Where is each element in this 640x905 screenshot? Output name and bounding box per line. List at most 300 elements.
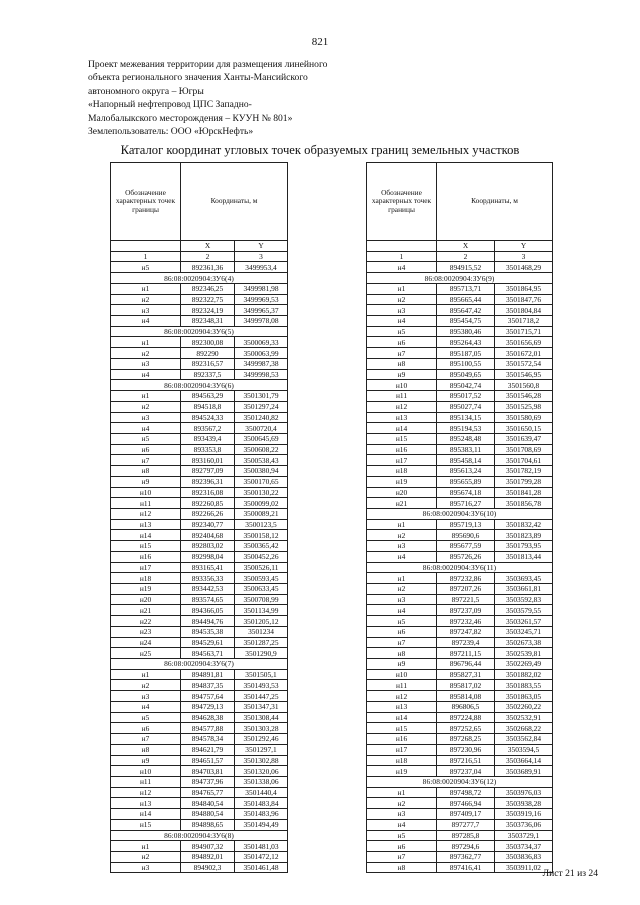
point-id: н16 (367, 734, 437, 745)
project-line: автономного округа – Югры (88, 85, 204, 97)
parcel-group-row (111, 273, 288, 284)
header-x: X (181, 241, 235, 252)
point-id: н3 (367, 541, 437, 552)
y-coordinate: 3501715,71 (495, 326, 553, 337)
table-row (367, 326, 553, 337)
header-col-2: 2 (437, 251, 495, 262)
point-id: н14 (111, 809, 181, 820)
point-id: н14 (367, 423, 437, 434)
y-coordinate: 3501832,42 (495, 519, 553, 530)
y-coordinate: 3501472,12 (235, 851, 288, 862)
table-row (367, 626, 553, 637)
y-coordinate: 3501301,79 (235, 391, 288, 402)
parcel-group-row (367, 273, 553, 284)
y-coordinate: 3501863,05 (495, 691, 553, 702)
land-user-line: Землепользователь: ООО «ЮрскНефть» (88, 126, 254, 138)
table-row (367, 519, 553, 530)
point-id: н5 (367, 616, 437, 627)
table-row (111, 841, 288, 852)
y-coordinate: 3503911,02 (495, 862, 553, 873)
table-row (111, 283, 288, 294)
point-id: н12 (111, 787, 181, 798)
x-coordinate: 892316,57 (181, 358, 235, 369)
x-coordinate: 893353,8 (181, 444, 235, 455)
parcel-group-row (111, 326, 288, 337)
parcel-cadastral-number: 86:08:0020904:ЗУ6(6) (111, 380, 288, 391)
table-row (111, 423, 288, 434)
point-id: н20 (367, 487, 437, 498)
point-id: н9 (367, 659, 437, 670)
table-row (111, 766, 288, 777)
y-coordinate: 3503919,16 (495, 809, 553, 820)
point-id: н5 (367, 830, 437, 841)
y-coordinate: 3503594,5 (495, 744, 553, 755)
y-coordinate: 3501804,84 (495, 305, 553, 316)
parcel-group-row (367, 508, 553, 519)
project-description (88, 58, 388, 138)
table-row (367, 530, 553, 541)
point-id: н21 (367, 498, 437, 509)
table-row (367, 455, 553, 466)
y-coordinate: 3501572,54 (495, 358, 553, 369)
table-row (367, 294, 553, 305)
table-row (367, 476, 553, 487)
x-coordinate: 893567,2 (181, 423, 235, 434)
point-id: н13 (111, 798, 181, 809)
table-row (111, 541, 288, 552)
table-row (367, 691, 553, 702)
x-coordinate: 894757,64 (181, 691, 235, 702)
y-coordinate: 3501799,28 (495, 476, 553, 487)
point-id: н4 (367, 819, 437, 830)
x-coordinate: 895817,02 (437, 680, 495, 691)
y-coordinate: 3501639,47 (495, 433, 553, 444)
x-coordinate: 894563,71 (181, 648, 235, 659)
point-id: н12 (111, 508, 181, 519)
table-row (367, 305, 553, 316)
table-row (111, 466, 288, 477)
table-row (111, 262, 288, 273)
point-id: н15 (367, 433, 437, 444)
table-row (367, 744, 553, 755)
point-id: н4 (111, 701, 181, 712)
y-coordinate: 3501823,89 (495, 530, 553, 541)
y-coordinate: 3501505,1 (235, 669, 288, 680)
point-id: н1 (367, 283, 437, 294)
point-id: н11 (367, 391, 437, 402)
y-coordinate: 3500645,69 (235, 433, 288, 444)
x-coordinate: 892266,26 (181, 508, 235, 519)
point-id: н4 (367, 316, 437, 327)
table-row (367, 380, 553, 391)
y-coordinate: 3501650,15 (495, 423, 553, 434)
point-id: н17 (367, 744, 437, 755)
x-coordinate: 895248,48 (437, 433, 495, 444)
table-row (367, 551, 553, 562)
table-row (367, 369, 553, 380)
x-coordinate: 895380,46 (437, 326, 495, 337)
x-coordinate: 896796,44 (437, 659, 495, 670)
point-id: н3 (111, 358, 181, 369)
x-coordinate: 897211,15 (437, 648, 495, 659)
table-row (111, 626, 288, 637)
table-row (367, 348, 553, 359)
table-row (367, 573, 553, 584)
y-coordinate: 3501297,1 (235, 744, 288, 755)
table-row (111, 401, 288, 412)
x-coordinate: 895187,05 (437, 348, 495, 359)
y-coordinate: 3501468,29 (495, 262, 553, 273)
y-coordinate: 3503261,57 (495, 616, 553, 627)
x-coordinate: 893356,33 (181, 573, 235, 584)
y-coordinate: 3502532,91 (495, 712, 553, 723)
header-col-1: 1 (367, 251, 437, 262)
x-coordinate: 894494,76 (181, 616, 235, 627)
table-row (111, 637, 288, 648)
y-coordinate: 3500130,22 (235, 487, 288, 498)
y-coordinate: 3501882,02 (495, 669, 553, 680)
x-coordinate: 895674,18 (437, 487, 495, 498)
table-row (367, 819, 553, 830)
parcel-cadastral-number: 86:08:0020904:ЗУ6(9) (367, 273, 553, 284)
y-coordinate: 3499981,98 (235, 283, 288, 294)
header-x: X (437, 241, 495, 252)
table-row (367, 841, 553, 852)
y-coordinate: 3501302,88 (235, 755, 288, 766)
x-coordinate: 892348,31 (181, 316, 235, 327)
parcel-cadastral-number: 86:08:0020904:ЗУ6(8) (111, 830, 288, 841)
point-id: н5 (111, 433, 181, 444)
sheet-counter: Лист 21 из 24 (542, 868, 598, 879)
y-coordinate: 3500063,99 (235, 348, 288, 359)
table-row (367, 594, 553, 605)
x-coordinate: 895100,55 (437, 358, 495, 369)
table-row (367, 659, 553, 670)
x-coordinate: 897416,41 (437, 862, 495, 873)
x-coordinate: 895613,24 (437, 466, 495, 477)
table-row (367, 809, 553, 820)
point-id: н3 (367, 594, 437, 605)
y-coordinate: 3500526,11 (235, 562, 288, 573)
point-id: н10 (111, 487, 181, 498)
x-coordinate: 897277,7 (437, 819, 495, 830)
point-id: н17 (367, 455, 437, 466)
table-row (367, 487, 553, 498)
point-id: н6 (367, 626, 437, 637)
x-coordinate: 894518,8 (181, 401, 235, 412)
table-row (367, 401, 553, 412)
x-coordinate: 895027,74 (437, 401, 495, 412)
x-coordinate: 894535,38 (181, 626, 235, 637)
point-id: н7 (367, 637, 437, 648)
x-coordinate: 895690,6 (437, 530, 495, 541)
table-row (111, 562, 288, 573)
y-coordinate: 3501494,49 (235, 819, 288, 830)
point-id: н6 (367, 841, 437, 852)
x-coordinate: 897207,26 (437, 584, 495, 595)
point-id: н1 (111, 283, 181, 294)
point-id: н10 (367, 669, 437, 680)
header-coordinates: Координаты, м (181, 163, 288, 241)
table-row (111, 648, 288, 659)
y-coordinate: 3501461,48 (235, 862, 288, 873)
y-coordinate: 3503689,91 (495, 766, 553, 777)
point-id: н4 (111, 423, 181, 434)
y-coordinate: 3503579,55 (495, 605, 553, 616)
x-coordinate: 897409,17 (437, 809, 495, 820)
point-id: н2 (367, 798, 437, 809)
table-row (367, 262, 553, 273)
table-row (111, 723, 288, 734)
x-coordinate: 897285,8 (437, 830, 495, 841)
table-row (367, 316, 553, 327)
x-coordinate: 894880,54 (181, 809, 235, 820)
point-id: н17 (111, 562, 181, 573)
x-coordinate: 897224,88 (437, 712, 495, 723)
y-coordinate: 3503736,06 (495, 819, 553, 830)
y-coordinate: 3501440,4 (235, 787, 288, 798)
y-coordinate: 3501546,28 (495, 391, 553, 402)
table-row (111, 605, 288, 616)
x-coordinate: 894915,52 (437, 262, 495, 273)
point-id: н12 (367, 401, 437, 412)
y-coordinate: 3501338,06 (235, 776, 288, 787)
point-id: н18 (367, 755, 437, 766)
y-coordinate: 3501847,76 (495, 294, 553, 305)
point-id: н16 (111, 551, 181, 562)
x-coordinate: 892998,04 (181, 551, 235, 562)
table-row (367, 616, 553, 627)
x-coordinate: 894737,96 (181, 776, 235, 787)
x-coordinate: 893165,41 (181, 562, 235, 573)
y-coordinate: 3501718,2 (495, 316, 553, 327)
y-coordinate: 3500720,4 (235, 423, 288, 434)
table-row (367, 466, 553, 477)
x-coordinate: 895677,59 (437, 541, 495, 552)
parcel-group-row (111, 830, 288, 841)
x-coordinate: 897247,82 (437, 626, 495, 637)
x-coordinate: 892797,09 (181, 466, 235, 477)
parcel-group-row (367, 562, 553, 573)
point-id: н24 (111, 637, 181, 648)
table-row (111, 669, 288, 680)
y-coordinate: 3500158,12 (235, 530, 288, 541)
point-id: н1 (367, 519, 437, 530)
x-coordinate: 896806,5 (437, 701, 495, 712)
x-coordinate: 893574,65 (181, 594, 235, 605)
table-row (111, 519, 288, 530)
point-id: н21 (111, 605, 181, 616)
table-row (111, 337, 288, 348)
table-row (367, 798, 553, 809)
x-coordinate: 895655,89 (437, 476, 495, 487)
y-coordinate: 3502673,38 (495, 637, 553, 648)
point-id: н6 (367, 337, 437, 348)
catalog-title: Каталог координат угловых точек образуемых границ земельных участков (120, 143, 520, 157)
y-coordinate: 3501782,19 (495, 466, 553, 477)
x-coordinate: 894703,81 (181, 766, 235, 777)
table-row (111, 819, 288, 830)
point-id: н13 (367, 412, 437, 423)
y-coordinate: 3501483,84 (235, 798, 288, 809)
x-coordinate: 894902,3 (181, 862, 235, 873)
table-body (367, 262, 553, 873)
project-line: Малобалыкского месторождения – КУУН № 801» (88, 112, 293, 124)
x-coordinate: 895827,31 (437, 669, 495, 680)
table-row (111, 584, 288, 595)
point-id: н12 (367, 691, 437, 702)
x-coordinate: 897230,96 (437, 744, 495, 755)
table-row (111, 358, 288, 369)
y-coordinate: 3500380,94 (235, 466, 288, 477)
y-coordinate: 3501234 (235, 626, 288, 637)
table-row (367, 712, 553, 723)
point-id: н1 (367, 573, 437, 584)
table-row (111, 787, 288, 798)
x-coordinate: 894907,32 (181, 841, 235, 852)
y-coordinate: 3500593,45 (235, 573, 288, 584)
y-coordinate: 3499965,37 (235, 305, 288, 316)
y-coordinate: 3501813,44 (495, 551, 553, 562)
point-id: н6 (111, 444, 181, 455)
table-row (111, 444, 288, 455)
table-row (111, 530, 288, 541)
header-blank (111, 241, 181, 252)
y-coordinate: 3500608,22 (235, 444, 288, 455)
point-id: н7 (111, 455, 181, 466)
table-row (111, 798, 288, 809)
point-id: н19 (367, 476, 437, 487)
x-coordinate: 895049,65 (437, 369, 495, 380)
table-body (111, 262, 288, 873)
point-id: н4 (367, 551, 437, 562)
y-coordinate: 3502668,22 (495, 723, 553, 734)
x-coordinate: 895383,11 (437, 444, 495, 455)
table-row (367, 766, 553, 777)
point-id: н3 (111, 691, 181, 702)
point-id: н8 (367, 862, 437, 873)
x-coordinate: 894892,01 (181, 851, 235, 862)
y-coordinate: 3501580,69 (495, 412, 553, 423)
x-coordinate: 895454,75 (437, 316, 495, 327)
header-designation: Обозначение характерных точек границы (111, 163, 181, 241)
x-coordinate: 892260,85 (181, 498, 235, 509)
x-coordinate: 892340,77 (181, 519, 235, 530)
y-coordinate: 3501483,96 (235, 809, 288, 820)
y-coordinate: 3503661,81 (495, 584, 553, 595)
x-coordinate: 892803,02 (181, 541, 235, 552)
table-row (367, 337, 553, 348)
table-row (111, 734, 288, 745)
point-id: н2 (111, 294, 181, 305)
table-row (111, 862, 288, 873)
table-row (367, 283, 553, 294)
x-coordinate: 893160,01 (181, 455, 235, 466)
header-coordinates: Координаты, м (437, 163, 553, 241)
x-coordinate: 894837,35 (181, 680, 235, 691)
page-number: 821 (311, 36, 329, 48)
point-id: н5 (111, 262, 181, 273)
table-row (111, 433, 288, 444)
y-coordinate: 3501883,55 (495, 680, 553, 691)
point-id: н1 (111, 669, 181, 680)
y-coordinate: 3501240,82 (235, 412, 288, 423)
table-row (367, 637, 553, 648)
point-id: н1 (111, 841, 181, 852)
table-row (367, 669, 553, 680)
table-row (111, 594, 288, 605)
point-id: н2 (367, 294, 437, 305)
table-row (111, 476, 288, 487)
point-id: н18 (367, 466, 437, 477)
point-id: н15 (111, 541, 181, 552)
point-id: н11 (111, 498, 181, 509)
x-coordinate: 895647,42 (437, 305, 495, 316)
y-coordinate: 3499978,08 (235, 316, 288, 327)
y-coordinate: 3501708,69 (495, 444, 553, 455)
header-y: Y (495, 241, 553, 252)
y-coordinate: 3500069,33 (235, 337, 288, 348)
point-id: н22 (111, 616, 181, 627)
coordinates-table-right (366, 162, 553, 873)
y-coordinate: 3503734,37 (495, 841, 553, 852)
table-row (111, 701, 288, 712)
y-coordinate: 3503592,83 (495, 594, 553, 605)
point-id: н2 (111, 680, 181, 691)
table-row (111, 455, 288, 466)
x-coordinate: 895719,13 (437, 519, 495, 530)
table-row (111, 348, 288, 359)
x-coordinate: 893442,53 (181, 584, 235, 595)
header-blank (367, 241, 437, 252)
x-coordinate: 894578,34 (181, 734, 235, 745)
parcel-cadastral-number: 86:08:0020904:ЗУ6(7) (111, 659, 288, 670)
header-col-2: 2 (181, 251, 235, 262)
x-coordinate: 897498,72 (437, 787, 495, 798)
y-coordinate: 3503729,1 (495, 830, 553, 841)
point-id: н1 (111, 391, 181, 402)
table-row (367, 787, 553, 798)
x-coordinate: 895726,26 (437, 551, 495, 562)
y-coordinate: 3501290,9 (235, 648, 288, 659)
y-coordinate: 3500123,5 (235, 519, 288, 530)
point-id: н3 (367, 305, 437, 316)
y-coordinate: 3500452,26 (235, 551, 288, 562)
x-coordinate: 894366,05 (181, 605, 235, 616)
x-coordinate: 895017,52 (437, 391, 495, 402)
y-coordinate: 3500089,21 (235, 508, 288, 519)
table-row (111, 573, 288, 584)
y-coordinate: 3502539,81 (495, 648, 553, 659)
y-coordinate: 3501447,25 (235, 691, 288, 702)
point-id: н20 (111, 594, 181, 605)
y-coordinate: 3501856,78 (495, 498, 553, 509)
y-coordinate: 3501205,12 (235, 616, 288, 627)
point-id: н14 (111, 530, 181, 541)
x-coordinate: 893439,4 (181, 433, 235, 444)
point-id: н8 (111, 466, 181, 477)
y-coordinate: 3501546,95 (495, 369, 553, 380)
x-coordinate: 892324,19 (181, 305, 235, 316)
y-coordinate: 3503976,03 (495, 787, 553, 798)
y-coordinate: 3503693,45 (495, 573, 553, 584)
parcel-cadastral-number: 86:08:0020904:ЗУ6(4) (111, 273, 288, 284)
y-coordinate: 3499987,38 (235, 358, 288, 369)
point-id: н19 (111, 584, 181, 595)
header-col-3: 3 (235, 251, 288, 262)
x-coordinate: 897232,86 (437, 573, 495, 584)
point-id: н14 (367, 712, 437, 723)
